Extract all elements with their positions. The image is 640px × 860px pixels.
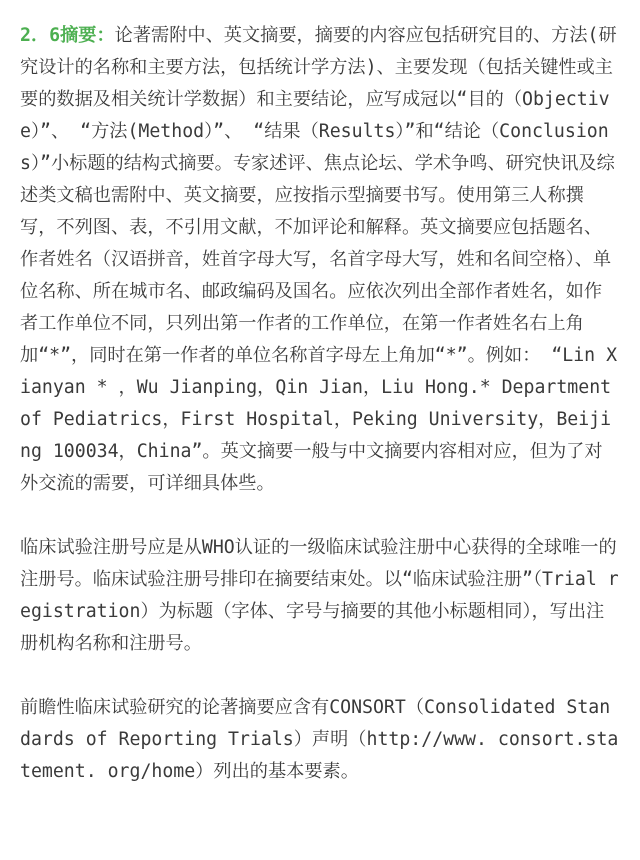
consort-paragraph: 前瞻性临床试验研究的论著摘要应含有CONSORT（Consolidated Standards of Reporting Trials）声明（http://www. consort.statement. org/home）列出的基本要素。 xyxy=(20,697,619,782)
paragraph-gap xyxy=(20,500,620,532)
document-body xyxy=(20,20,623,788)
abstract-text: 论著需附中、英文摘要，摘要的内容应包括研究目的、方法(研究设计的名称和主要方法，包括统计学方法)、主要发现（包括关键性或主要的数据及相关统计学数据）和主要结论，应写成冠以“目的（Objective）”、 “方法(Method）”、 “结果（Results）”和“结论（Conclusions）”小标题的结构式摘要。专家述评、焦点论坛、学术争鸣、研究快讯及综述类文稿也需附中、英文摘要，应按指示型摘要书写。使用第三人称撰写，不列图、表，不引用文献，不加评论和解释。英文摘要应包括题名、作者姓名（汉语拼音，姓首字母大写，名首字母大写，姓和名间空格）、单位名称、所在城市名、邮政编码及国名。应依次列出全部作者姓名，如作者工作单位不同，只列出第一作者的工作单位，在第一作者姓名右上角加“*”，同时在第一作者的单位名称首字母左上角加“*”。例如： “Lin Xianyan * ，Wu Jianping，Qin Jian，Liu Hong.* Department of Pediatrics，First Hospital，Peking University，Beijing 100034，China”。英文摘要一般与中文摘要内容相对应，但为了对外交流的需要，可详细具体些。 xyxy=(20,25,623,494)
paragraph-gap xyxy=(20,660,620,692)
trial-registration-paragraph: 临床试验注册号应是从WHO认证的一级临床试验注册中心获得的全球唯一的注册号。临床试验注册号排印在摘要结束处。以“临床试验注册”（Trial registration）为标题（字体、字号与摘要的其他小标题相同），写出注册机构名称和注册号。 xyxy=(20,537,619,654)
abstract-paragraph xyxy=(20,20,623,500)
section-heading: 2．6摘要： xyxy=(20,25,115,46)
